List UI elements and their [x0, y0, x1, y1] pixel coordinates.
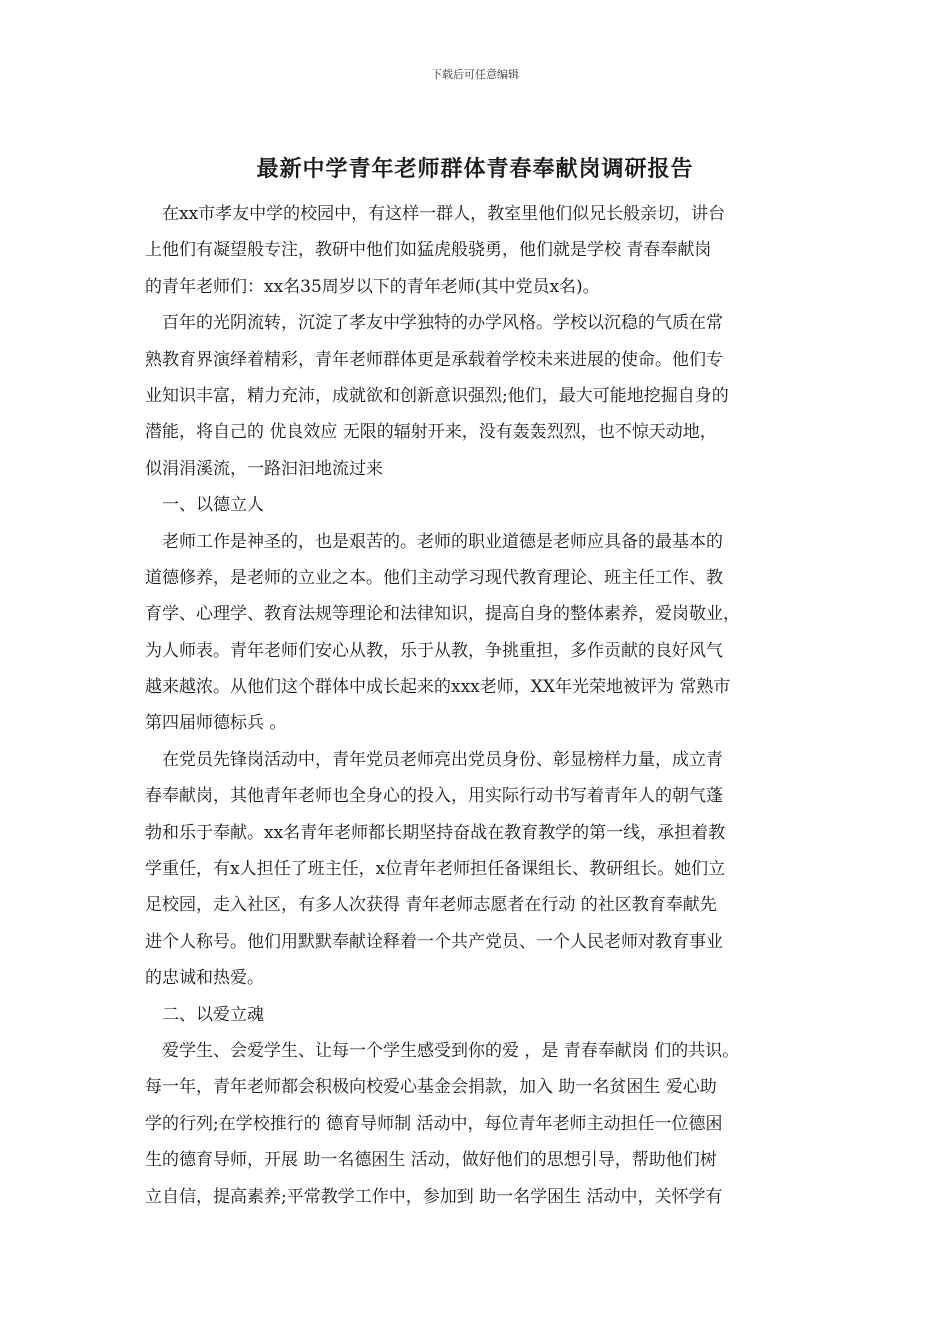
- body-line: 业知识丰富，精力充沛，成就欲和创新意识强烈;他们，最大可能地挖掘自身的: [145, 385, 729, 406]
- body-line: 生的德育导师，开展 助一名德困生 活动，做好他们的思想引导，帮助他们树: [145, 1150, 717, 1171]
- body-line: 在党员先锋岗活动中，青年党员老师亮出党员身份、彰显榜样力量，成立青: [145, 749, 723, 770]
- body-line: 育学、心理学、教育法规等理论和法律知识，提高自身的整体素养，爱岗敬业，: [145, 604, 740, 625]
- body-line: 百年的光阴流转，沉淀了孝友中学独特的办学风格。学校以沉稳的气质在常: [145, 313, 723, 334]
- body-line: 似涓涓溪流，一路汩汩地流过来: [145, 458, 383, 479]
- body-line: 熟教育界演绎着精彩，青年老师群体更是承载着学校未来进展的使命。他们专: [145, 349, 723, 370]
- body-line: 在xx市孝友中学的校园中，有这样一群人，教室里他们似兄长般亲切，讲台: [145, 204, 726, 224]
- body-line: 立自信，提高素养;平常教学工作中，参加到 助一名学困生 活动中，关怀学有: [145, 1186, 723, 1207]
- body-line: 潜能，将自己的 优良效应 无限的辐射开来，没有轰轰烈烈，也不惊天动地，: [145, 422, 717, 443]
- section-heading: 一、以德立人: [145, 495, 264, 516]
- body-line: 越来越浓。从他们这个群体中成长起来的xxx老师，XX年光荣地被评为 常熟市: [145, 677, 731, 698]
- document-title: 最新中学青年老师群体青春奉献岗调研报告: [256, 156, 694, 182]
- body-line: 爱学生、会爱学生、让每一个学生感受到你的爱 ，是 青春奉献岗 们的共识。: [145, 1040, 740, 1061]
- body-line: 进个人称号。他们用默默奉献诠释着一个共产党员、一个人民老师对教育事业: [145, 931, 723, 952]
- body-line: 老师工作是神圣的，也是艰苦的。老师的职业道德是老师应具备的最基本的: [145, 531, 723, 552]
- page-header-note: 下载后可任意编辑: [431, 68, 519, 81]
- body-line: 第四届师德标兵 。: [145, 713, 287, 734]
- body-line: 上他们有凝望般专注，教研中他们如猛虎般骁勇，他们就是学校 青春奉献岗: [145, 240, 712, 261]
- body-line: 每一年，青年老师都会积极向校爱心基金会捐款，加入 助一名贫困生 爱心助: [145, 1077, 717, 1098]
- body-line: 春奉献岗，其他青年老师也全身心的投入，用实际行动书写着青年人的朝气蓬: [145, 786, 723, 807]
- body-line: 道德修养，是老师的立业之本。他们主动学习现代教育理论、班主任工作、教: [145, 567, 723, 588]
- body-line: 勃和乐于奉献。xx名青年老师都长期坚持奋战在教育教学的第一线，承担着教: [145, 822, 726, 843]
- body-line: 足校园，走入社区，有多人次获得 青年老师志愿者在行动 的社区教育奉献先: [145, 895, 717, 916]
- body-line: 的青年老师们：xx名35周岁以下的青年老师(其中党员x名)。: [145, 276, 600, 297]
- body-line: 学的行列;在学校推行的 德育导师制 活动中，每位青年老师主动担任一位德困: [145, 1113, 723, 1134]
- body-line: 的忠诚和热爱。: [145, 968, 264, 989]
- document-body: [145, 196, 825, 1215]
- body-line: 为人师表。青年老师们安心从教，乐于从教，争挑重担，多作贡献的良好风气: [145, 640, 723, 661]
- body-line: 学重任，有x人担任了班主任，x位青年老师担任备课组长、教研组长。她们立: [145, 859, 726, 880]
- section-heading: 二、以爱立魂: [145, 1004, 264, 1025]
